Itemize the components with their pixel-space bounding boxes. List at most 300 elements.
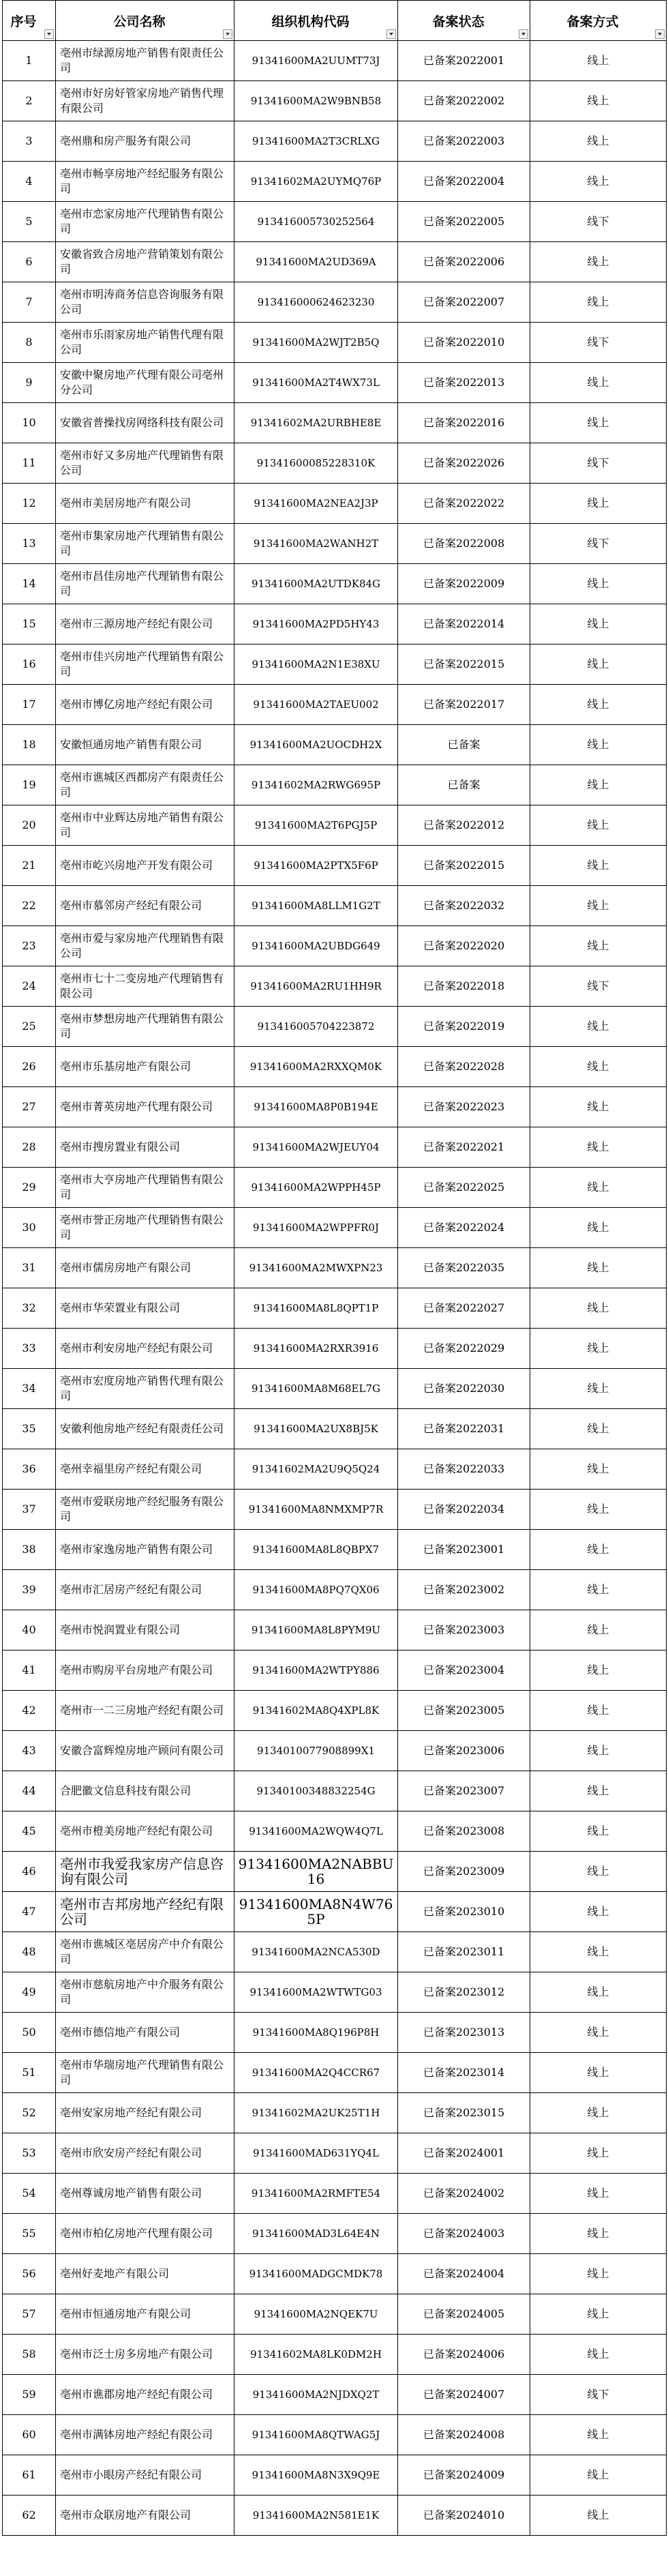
method-cell[interactable]: 线上	[530, 484, 667, 524]
method-cell[interactable]: 线上	[530, 1087, 667, 1127]
company-name-cell[interactable]: 亳州市家逸房地产销售有限公司	[56, 1530, 234, 1570]
company-name-cell[interactable]: 亳州市搜房置业有限公司	[56, 1127, 234, 1168]
row-index-cell[interactable]: 23	[3, 926, 56, 966]
company-name-cell[interactable]: 亳州鼎和房产服务有限公司	[56, 121, 234, 162]
row-index-cell[interactable]: 19	[3, 765, 56, 805]
method-cell[interactable]: 线上	[530, 1691, 667, 1731]
status-cell[interactable]: 已备案2022005	[398, 202, 530, 242]
org-code-cell[interactable]: 913401007790889​9X1	[234, 1731, 398, 1771]
status-cell[interactable]: 已备案2022004	[398, 162, 530, 202]
org-code-cell[interactable]: 91341602MA2RWG695P	[234, 765, 398, 805]
method-cell[interactable]: 线上	[530, 363, 667, 403]
row-index-cell[interactable]: 62	[3, 2496, 56, 2536]
row-index-cell[interactable]: 15	[3, 604, 56, 645]
method-cell[interactable]: 线上	[530, 2093, 667, 2133]
row-index-cell[interactable]: 57	[3, 2294, 56, 2335]
org-code-cell[interactable]: 91341600MA2RMFTE54	[234, 2174, 398, 2214]
org-code-cell[interactable]: 91341600MA2PD5HY43	[234, 604, 398, 645]
row-index-cell[interactable]: 13	[3, 524, 56, 564]
row-index-cell[interactable]: 33	[3, 1329, 56, 1369]
status-cell[interactable]: 已备案2023012	[398, 1972, 530, 2013]
row-index-cell[interactable]: 56	[3, 2254, 56, 2294]
status-cell[interactable]: 已备案2022031	[398, 1409, 530, 1449]
row-index-cell[interactable]: 37	[3, 1490, 56, 1530]
row-index-cell[interactable]: 3	[3, 121, 56, 162]
method-cell[interactable]: 线上	[530, 162, 667, 202]
status-cell[interactable]: 已备案2023001	[398, 1530, 530, 1570]
org-code-cell[interactable]: 91341600MA8P0B194E	[234, 1087, 398, 1127]
method-cell[interactable]: 线上	[530, 1409, 667, 1449]
org-code-cell[interactable]: 91341600MA2WQW4Q7L	[234, 1811, 398, 1852]
org-code-cell[interactable]: 91341600MA2WJT2B5Q	[234, 323, 398, 363]
method-cell[interactable]: 线上	[530, 2335, 667, 2375]
company-name-cell[interactable]: 安徽省普操找房网络科技有限公司	[56, 403, 234, 443]
company-name-cell[interactable]: 亳州市爱联房地产经纪服务有限公司	[56, 1490, 234, 1530]
method-cell[interactable]: 线上	[530, 1047, 667, 1087]
org-code-cell[interactable]: 91341602MA8LK0DM2H	[234, 2335, 398, 2375]
status-cell[interactable]: 已备案2022017	[398, 685, 530, 725]
method-cell[interactable]: 线上	[530, 604, 667, 645]
row-index-cell[interactable]: 26	[3, 1047, 56, 1087]
filter-dropdown-icon[interactable]	[386, 29, 396, 39]
company-name-cell[interactable]: 亳州市恋家房地产代理销售有限公司	[56, 202, 234, 242]
method-cell[interactable]: 线上	[530, 282, 667, 323]
row-index-cell[interactable]: 58	[3, 2335, 56, 2375]
org-code-cell[interactable]: 91341600MA8PQ7QX06	[234, 1570, 398, 1610]
method-cell[interactable]: 线上	[530, 805, 667, 846]
row-index-cell[interactable]: 41	[3, 1650, 56, 1691]
method-cell[interactable]: 线上	[530, 886, 667, 926]
status-cell[interactable]: 已备案2023011	[398, 1932, 530, 1972]
row-index-cell[interactable]: 5	[3, 202, 56, 242]
method-cell[interactable]: 线上	[530, 1771, 667, 1811]
row-index-cell[interactable]: 18	[3, 725, 56, 765]
org-code-cell[interactable]: 91341600MA2PTX5F6P	[234, 846, 398, 886]
org-code-cell[interactable]: 91341600MA8M68EL7G	[234, 1369, 398, 1409]
company-name-cell[interactable]: 亳州市购房平台房地产有限公司	[56, 1650, 234, 1691]
row-index-cell[interactable]: 34	[3, 1369, 56, 1409]
company-name-cell[interactable]: 亳州幸福里房产经纪有限公司	[56, 1449, 234, 1490]
method-cell[interactable]: 线上	[530, 1610, 667, 1650]
org-code-cell[interactable]: 91341602MA2UK25T1H	[234, 2093, 398, 2133]
company-name-cell[interactable]: 亳州市汇居房产经纪有限公司	[56, 1570, 234, 1610]
row-index-cell[interactable]: 7	[3, 282, 56, 323]
method-cell[interactable]: 线上	[530, 1449, 667, 1490]
row-index-cell[interactable]: 48	[3, 1932, 56, 1972]
status-cell[interactable]: 已备案2022015	[398, 846, 530, 886]
method-cell[interactable]: 线上	[530, 564, 667, 604]
org-code-cell[interactable]: 91341602MA2URBHE8E	[234, 403, 398, 443]
company-name-cell[interactable]: 安徽省致合房地产营销策划有限公司	[56, 242, 234, 282]
status-cell[interactable]: 已备案2022015	[398, 645, 530, 685]
status-cell[interactable]: 已备案2022035	[398, 1248, 530, 1288]
company-name-cell[interactable]: 亳州安家房地产经纪有限公司	[56, 2093, 234, 2133]
status-cell[interactable]: 已备案2022003	[398, 121, 530, 162]
company-name-cell[interactable]: 亳州尊诚房地产销售有限公司	[56, 2174, 234, 2214]
row-index-cell[interactable]: 27	[3, 1087, 56, 1127]
org-code-cell[interactable]: 91341600MA8QTWAG5J	[234, 2415, 398, 2455]
company-name-cell[interactable]: 亳州市爱与家房地产代理销售有限公司	[56, 926, 234, 966]
company-name-cell[interactable]: 亳州市梦想房地产代理销售有限公司	[56, 1007, 234, 1047]
status-cell[interactable]: 已备案2024007	[398, 2375, 530, 2415]
method-cell[interactable]: 线上	[530, 2133, 667, 2174]
status-cell[interactable]: 已备案2024004	[398, 2254, 530, 2294]
method-cell[interactable]: 线下	[530, 966, 667, 1007]
status-cell[interactable]: 已备案	[398, 725, 530, 765]
method-cell[interactable]: 线上	[530, 1650, 667, 1691]
company-name-cell[interactable]: 亳州市柏亿房地产代理有限公司	[56, 2214, 234, 2254]
status-cell[interactable]: 已备案2022013	[398, 363, 530, 403]
row-index-cell[interactable]: 25	[3, 1007, 56, 1047]
header-cell-index[interactable]	[3, 1, 56, 41]
method-cell[interactable]: 线上	[530, 1852, 667, 1892]
company-name-cell[interactable]: 亳州市博亿房地产经纪有限公司	[56, 685, 234, 725]
row-index-cell[interactable]: 9	[3, 363, 56, 403]
org-code-cell[interactable]: 91341600MA2UD369A	[234, 242, 398, 282]
org-code-cell[interactable]: 91341600MA2RU1HH9R	[234, 966, 398, 1007]
company-name-cell[interactable]: 亳州市众联房地产有限公司	[56, 2496, 234, 2536]
method-cell[interactable]: 线上	[530, 846, 667, 886]
row-index-cell[interactable]: 54	[3, 2174, 56, 2214]
org-code-cell[interactable]: 91341600MA2UBDG649	[234, 926, 398, 966]
company-name-cell[interactable]: 亳州市慈航房地产中介服务有限公司	[56, 1972, 234, 2013]
header-cell-status[interactable]	[398, 1, 530, 41]
method-cell[interactable]: 线上	[530, 1329, 667, 1369]
row-index-cell[interactable]: 55	[3, 2214, 56, 2254]
row-index-cell[interactable]: 50	[3, 2013, 56, 2053]
org-code-cell[interactable]: 91341600085228310K	[234, 443, 398, 484]
row-index-cell[interactable]: 52	[3, 2093, 56, 2133]
company-name-cell[interactable]: 安徽恒通房地产销售有限公司	[56, 725, 234, 765]
company-name-cell[interactable]: 亳州市慕邻房产经纪有限公司	[56, 886, 234, 926]
company-name-cell[interactable]: 亳州市利安房地产经纪有限公司	[56, 1329, 234, 1369]
method-cell[interactable]: 线上	[530, 2415, 667, 2455]
method-cell[interactable]: 线上	[530, 1288, 667, 1329]
status-cell[interactable]: 已备案2022012	[398, 805, 530, 846]
row-index-cell[interactable]: 22	[3, 886, 56, 926]
row-index-cell[interactable]: 39	[3, 1570, 56, 1610]
status-cell[interactable]: 已备案2023004	[398, 1650, 530, 1691]
status-cell[interactable]: 已备案2022016	[398, 403, 530, 443]
filter-dropdown-icon[interactable]	[519, 29, 528, 39]
company-name-cell[interactable]: 亳州市好房好管家房地产销售代理有限公司	[56, 81, 234, 121]
company-name-cell[interactable]: 亳州市誉正房地产代理销售有限公司	[56, 1208, 234, 1248]
org-code-cell[interactable]: 91341600MA2MWXPN23	[234, 1248, 398, 1288]
company-name-cell[interactable]: 亳州市恒通房地产有限公司	[56, 2294, 234, 2335]
row-index-cell[interactable]: 11	[3, 443, 56, 484]
status-cell[interactable]: 已备案2022033	[398, 1449, 530, 1490]
row-index-cell[interactable]: 14	[3, 564, 56, 604]
status-cell[interactable]: 已备案2022025	[398, 1168, 530, 1208]
method-cell[interactable]: 线下	[530, 323, 667, 363]
header-cell-company[interactable]	[56, 1, 234, 41]
row-index-cell[interactable]: 21	[3, 846, 56, 886]
row-index-cell[interactable]: 31	[3, 1248, 56, 1288]
status-cell[interactable]: 已备案2022007	[398, 282, 530, 323]
org-code-cell[interactable]: 91341600MA8N3X9Q9E	[234, 2455, 398, 2496]
org-code-cell[interactable]: 91341600MADGCMDK78	[234, 2254, 398, 2294]
header-cell-method[interactable]	[530, 1, 667, 41]
method-cell[interactable]: 线上	[530, 685, 667, 725]
company-name-cell[interactable]: 亳州市吉邦房地产经纪有限公司	[56, 1892, 234, 1932]
status-cell[interactable]: 已备案2022028	[398, 1047, 530, 1087]
org-code-cell[interactable]: 91341600MA2RXXQM0K	[234, 1047, 398, 1087]
org-code-cell[interactable]: 91341600MA2UX8BJ5K	[234, 1409, 398, 1449]
row-index-cell[interactable]: 44	[3, 1771, 56, 1811]
row-index-cell[interactable]: 12	[3, 484, 56, 524]
method-cell[interactable]: 线下	[530, 524, 667, 564]
org-code-cell[interactable]: 91341600MAD3L64E4N	[234, 2214, 398, 2254]
status-cell[interactable]: 已备案2024006	[398, 2335, 530, 2375]
method-cell[interactable]: 线上	[530, 645, 667, 685]
row-index-cell[interactable]: 2	[3, 81, 56, 121]
company-name-cell[interactable]: 亳州市大亨房地产代理销售有限公司	[56, 1168, 234, 1208]
status-cell[interactable]: 已备案2022019	[398, 1007, 530, 1047]
company-name-cell[interactable]: 亳州市谯城区亳居房产中介有限公司	[56, 1932, 234, 1972]
row-index-cell[interactable]: 10	[3, 403, 56, 443]
org-code-cell[interactable]: 91341600MA2T3CRLXG	[234, 121, 398, 162]
status-cell[interactable]: 已备案2022020	[398, 926, 530, 966]
company-name-cell[interactable]: 亳州市我爱我家房产信息咨询有限公司	[56, 1852, 234, 1892]
status-cell[interactable]: 已备案2023003	[398, 1610, 530, 1650]
method-cell[interactable]: 线上	[530, 41, 667, 81]
row-index-cell[interactable]: 1	[3, 41, 56, 81]
company-name-cell[interactable]: 亳州市谯郡房地产经纪有限公司	[56, 2375, 234, 2415]
org-code-cell[interactable]: 91341600MA2WPPH45P	[234, 1168, 398, 1208]
status-cell[interactable]: 已备案2023006	[398, 1731, 530, 1771]
status-cell[interactable]: 已备案2022010	[398, 323, 530, 363]
row-index-cell[interactable]: 42	[3, 1691, 56, 1731]
status-cell[interactable]: 已备案2023002	[398, 1570, 530, 1610]
org-code-cell[interactable]: 91341600MA2T4WX73L	[234, 363, 398, 403]
row-index-cell[interactable]: 61	[3, 2455, 56, 2496]
org-code-cell[interactable]: 91341600MA2Q4CCR67	[234, 2053, 398, 2093]
method-cell[interactable]: 线上	[530, 242, 667, 282]
org-code-cell[interactable]: 913416000624623230	[234, 282, 398, 323]
row-index-cell[interactable]: 51	[3, 2053, 56, 2093]
row-index-cell[interactable]: 32	[3, 1288, 56, 1329]
org-code-cell[interactable]: 91341600MA8L8PYM9U	[234, 1610, 398, 1650]
row-index-cell[interactable]: 43	[3, 1731, 56, 1771]
method-cell[interactable]: 线上	[530, 2496, 667, 2536]
status-cell[interactable]: 已备案2022032	[398, 886, 530, 926]
status-cell[interactable]: 已备案2023010	[398, 1892, 530, 1932]
row-index-cell[interactable]: 35	[3, 1409, 56, 1449]
company-name-cell[interactable]: 亳州市泛士房多房地产有限公司	[56, 2335, 234, 2375]
row-index-cell[interactable]: 28	[3, 1127, 56, 1168]
company-name-cell[interactable]: 亳州市好又多房地产代理销售有限公司	[56, 443, 234, 484]
status-cell[interactable]: 已备案2024009	[398, 2455, 530, 2496]
company-name-cell[interactable]: 亳州市昌佳房地产代理销售有限公司	[56, 564, 234, 604]
company-name-cell[interactable]: 亳州好麦地产有限公司	[56, 2254, 234, 2294]
method-cell[interactable]: 线上	[530, 1208, 667, 1248]
method-cell[interactable]: 线上	[530, 1530, 667, 1570]
company-name-cell[interactable]: 亳州市华荣置业有限公司	[56, 1288, 234, 1329]
company-name-cell[interactable]: 亳州市乐基房地产有限公司	[56, 1047, 234, 1087]
row-index-cell[interactable]: 59	[3, 2375, 56, 2415]
row-index-cell[interactable]: 17	[3, 685, 56, 725]
status-cell[interactable]: 已备案2022014	[398, 604, 530, 645]
status-cell[interactable]: 已备案2022018	[398, 966, 530, 1007]
method-cell[interactable]: 线下	[530, 202, 667, 242]
method-cell[interactable]: 线上	[530, 2254, 667, 2294]
company-name-cell[interactable]: 安徽利他房地产经纪有限责任公司	[56, 1409, 234, 1449]
method-cell[interactable]: 线上	[530, 2174, 667, 2214]
org-code-cell[interactable]: 91341600MA2WTWTG03	[234, 1972, 398, 2013]
company-name-cell[interactable]: 亳州市悦润置业有限公司	[56, 1610, 234, 1650]
method-cell[interactable]: 线上	[530, 1248, 667, 1288]
company-name-cell[interactable]: 亳州市绿源房地产销售有限责任公司	[56, 41, 234, 81]
method-cell[interactable]: 线上	[530, 725, 667, 765]
row-index-cell[interactable]: 53	[3, 2133, 56, 2174]
method-cell[interactable]: 线上	[530, 1932, 667, 1972]
org-code-cell[interactable]: 91341600MAD631YQ4L	[234, 2133, 398, 2174]
method-cell[interactable]: 线上	[530, 765, 667, 805]
company-name-cell[interactable]: 亳州市欣安房产经纪有限公司	[56, 2133, 234, 2174]
company-name-cell[interactable]: 亳州市谯城区西都房产有限责任公司	[56, 765, 234, 805]
org-code-cell[interactable]: 91341600MA2N581E1K	[234, 2496, 398, 2536]
status-cell[interactable]: 已备案2023007	[398, 1771, 530, 1811]
row-index-cell[interactable]: 29	[3, 1168, 56, 1208]
org-code-cell[interactable]: 91341600MA2NJDXQ2T	[234, 2375, 398, 2415]
org-code-cell[interactable]: 91341600MA2TAEU002	[234, 685, 398, 725]
company-name-cell[interactable]: 亳州市乐雨家房地产销售代理有限公司	[56, 323, 234, 363]
company-name-cell[interactable]: 亳州市小眼房产经纪有限公司	[56, 2455, 234, 2496]
org-code-cell[interactable]: 91341600MA2NEA2J3P	[234, 484, 398, 524]
method-cell[interactable]: 线上	[530, 121, 667, 162]
company-name-cell[interactable]: 亳州市德信地产有限公司	[56, 2013, 234, 2053]
row-index-cell[interactable]: 45	[3, 1811, 56, 1852]
org-code-cell[interactable]: 91341600MA2UUMT73J	[234, 41, 398, 81]
method-cell[interactable]: 线下	[530, 443, 667, 484]
row-index-cell[interactable]: 46	[3, 1852, 56, 1892]
org-code-cell[interactable]: 91341602MA2U9Q5Q24	[234, 1449, 398, 1490]
company-name-cell[interactable]: 亳州市儒房房地产有限公司	[56, 1248, 234, 1288]
org-code-cell[interactable]: 913416005704223872	[234, 1007, 398, 1047]
company-name-cell[interactable]: 安徽合富辉煌房地产顾问有限公司	[56, 1731, 234, 1771]
company-name-cell[interactable]: 合肥徽文信息科技有限公司	[56, 1771, 234, 1811]
method-cell[interactable]: 线上	[530, 1127, 667, 1168]
org-code-cell[interactable]: 91341600MA2WJEUY04	[234, 1127, 398, 1168]
company-name-cell[interactable]: 亳州市佳兴房地产代理销售有限公司	[56, 645, 234, 685]
company-name-cell[interactable]: 亳州市中业辉达房地产销售有限公司	[56, 805, 234, 846]
status-cell[interactable]: 已备案2023009	[398, 1852, 530, 1892]
status-cell[interactable]: 已备案2023005	[398, 1691, 530, 1731]
org-code-cell[interactable]: 91341600MA2WTPY886	[234, 1650, 398, 1691]
method-cell[interactable]: 线上	[530, 1731, 667, 1771]
status-cell[interactable]: 已备案2022029	[398, 1329, 530, 1369]
status-cell[interactable]: 已备案2022026	[398, 443, 530, 484]
org-code-cell[interactable]: 91341600MA2T6PGJ5P	[234, 805, 398, 846]
org-code-cell[interactable]: 91341600MA2UTDK84G	[234, 564, 398, 604]
org-code-cell[interactable]: 91341602MA8Q4XPL8K	[234, 1691, 398, 1731]
company-name-cell[interactable]: 亳州市七十二变房地产代理销售有限公司	[56, 966, 234, 1007]
company-name-cell[interactable]: 亳州市屹兴房地产开发有限公司	[56, 846, 234, 886]
org-code-cell[interactable]: 91341600MA2RXR3916	[234, 1329, 398, 1369]
filter-dropdown-icon[interactable]	[223, 29, 232, 39]
status-cell[interactable]: 已备案2022002	[398, 81, 530, 121]
method-cell[interactable]: 线上	[530, 2294, 667, 2335]
row-index-cell[interactable]: 40	[3, 1610, 56, 1650]
method-cell[interactable]: 线上	[530, 2053, 667, 2093]
org-code-cell[interactable]: 91341600MA2WANH2T	[234, 524, 398, 564]
method-cell[interactable]: 线上	[530, 403, 667, 443]
company-name-cell[interactable]: 亳州市畅享房地产经纪服务有限公司	[56, 162, 234, 202]
row-index-cell[interactable]: 6	[3, 242, 56, 282]
status-cell[interactable]: 已备案2022009	[398, 564, 530, 604]
status-cell[interactable]: 已备案2022022	[398, 484, 530, 524]
method-cell[interactable]: 线上	[530, 926, 667, 966]
method-cell[interactable]: 线上	[530, 1007, 667, 1047]
status-cell[interactable]: 已备案	[398, 765, 530, 805]
status-cell[interactable]: 已备案2023013	[398, 2013, 530, 2053]
row-index-cell[interactable]: 36	[3, 1449, 56, 1490]
header-cell-org-code[interactable]	[234, 1, 398, 41]
method-cell[interactable]: 线上	[530, 2013, 667, 2053]
org-code-cell[interactable]: 91341600MA8N4W765P	[234, 1892, 398, 1932]
company-name-cell[interactable]: 亳州市宏度房地产销售代理有限公司	[56, 1369, 234, 1409]
company-name-cell[interactable]: 亳州市橙美房地产经纪有限公司	[56, 1811, 234, 1852]
status-cell[interactable]: 已备案2024008	[398, 2415, 530, 2455]
method-cell[interactable]: 线上	[530, 1168, 667, 1208]
org-code-cell[interactable]: 91341600MA2UOCDH2X	[234, 725, 398, 765]
status-cell[interactable]: 已备案2024010	[398, 2496, 530, 2536]
method-cell[interactable]: 线上	[530, 2455, 667, 2496]
org-code-cell[interactable]: 91341600MA2W9BNB58	[234, 81, 398, 121]
status-cell[interactable]: 已备案2023014	[398, 2053, 530, 2093]
status-cell[interactable]: 已备案2022008	[398, 524, 530, 564]
status-cell[interactable]: 已备案2022021	[398, 1127, 530, 1168]
org-code-cell[interactable]: 91341600MA2NCA530D	[234, 1932, 398, 1972]
company-name-cell[interactable]: 亳州市美居房地产有限公司	[56, 484, 234, 524]
company-name-cell[interactable]: 亳州市菁英房地产代理有限公司	[56, 1087, 234, 1127]
method-cell[interactable]: 线上	[530, 1972, 667, 2013]
row-index-cell[interactable]: 8	[3, 323, 56, 363]
company-name-cell[interactable]: 亳州市明涛商务信息咨询服务有限公司	[56, 282, 234, 323]
status-cell[interactable]: 已备案2023015	[398, 2093, 530, 2133]
org-code-cell[interactable]: 91341600MA2NABBU16	[234, 1852, 398, 1892]
status-cell[interactable]: 已备案2022030	[398, 1369, 530, 1409]
status-cell[interactable]: 已备案2024003	[398, 2214, 530, 2254]
status-cell[interactable]: 已备案2022027	[398, 1288, 530, 1329]
status-cell[interactable]: 已备案2024001	[398, 2133, 530, 2174]
company-name-cell[interactable]: 亳州市集家房地产代理销售有限公司	[56, 524, 234, 564]
company-name-cell[interactable]: 亳州市华瑞房地产代理销售有限公司	[56, 2053, 234, 2093]
org-code-cell[interactable]: 91341600MA8L8QBPX7	[234, 1530, 398, 1570]
method-cell[interactable]: 线下	[530, 2375, 667, 2415]
status-cell[interactable]: 已备案2023008	[398, 1811, 530, 1852]
method-cell[interactable]: 线上	[530, 81, 667, 121]
status-cell[interactable]: 已备案2022034	[398, 1490, 530, 1530]
status-cell[interactable]: 已备案2022006	[398, 242, 530, 282]
method-cell[interactable]: 线上	[530, 1570, 667, 1610]
company-name-cell[interactable]: 亳州市一二三房地产经纪有限公司	[56, 1691, 234, 1731]
org-code-cell[interactable]: 91341600MA8Q196P8H	[234, 2013, 398, 2053]
status-cell[interactable]: 已备案2022023	[398, 1087, 530, 1127]
org-code-cell[interactable]: 91341602MA2UYMQ76P	[234, 162, 398, 202]
org-code-cell[interactable]: 91341600MA2WPPFR0J	[234, 1208, 398, 1248]
company-name-cell[interactable]: 亳州市满钵房地产经纪有限公司	[56, 2415, 234, 2455]
method-cell[interactable]: 线上	[530, 1490, 667, 1530]
method-cell[interactable]: 线上	[530, 1892, 667, 1932]
method-cell[interactable]: 线上	[530, 1369, 667, 1409]
row-index-cell[interactable]: 60	[3, 2415, 56, 2455]
status-cell[interactable]: 已备案2024002	[398, 2174, 530, 2214]
filter-dropdown-icon[interactable]	[44, 29, 54, 39]
status-cell[interactable]: 已备案2022024	[398, 1208, 530, 1248]
row-index-cell[interactable]: 4	[3, 162, 56, 202]
row-index-cell[interactable]: 30	[3, 1208, 56, 1248]
